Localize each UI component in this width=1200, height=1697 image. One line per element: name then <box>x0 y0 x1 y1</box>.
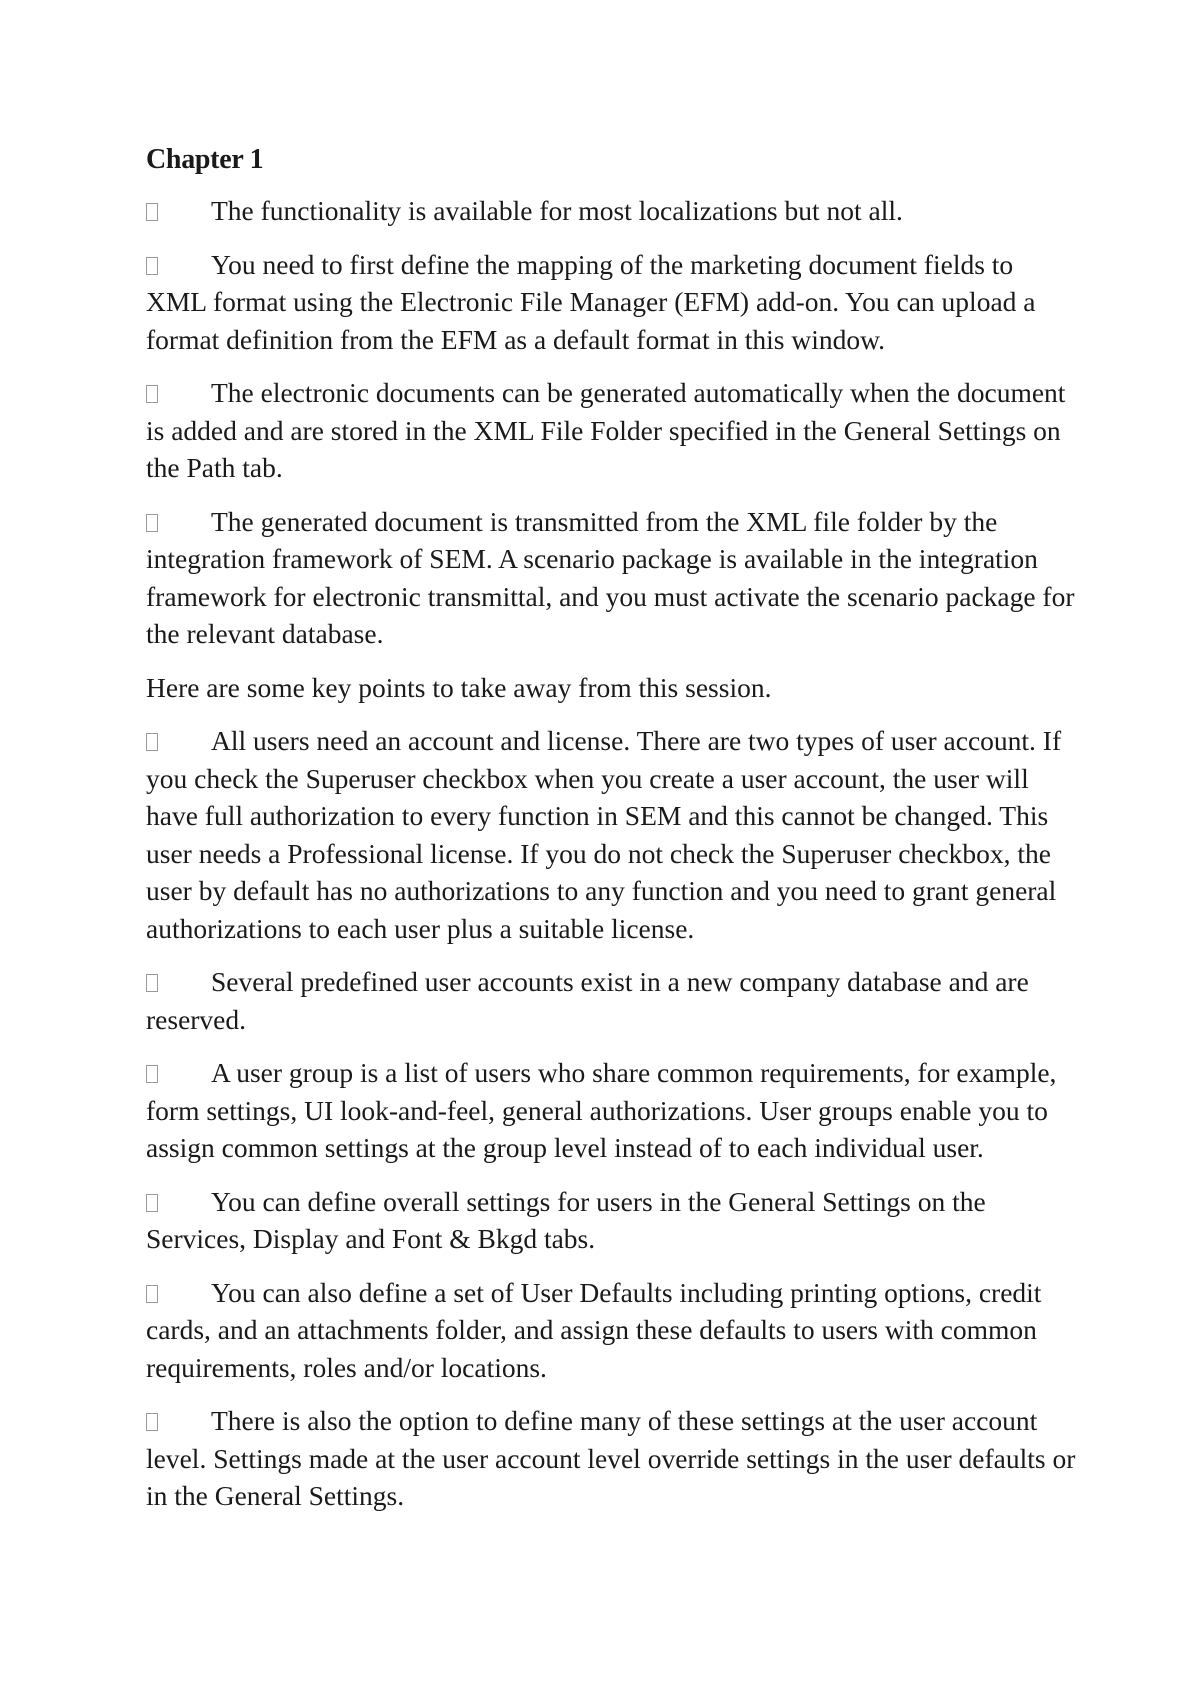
bullet-text: You need to first define the mapping of the marketing document fields to XML format using the Electronic File Manager (EFM) add-on. You can upload a format definition from the EFM as a default format in this window. <box>146 248 1036 355</box>
bullet-text: You can also define a set of User Defaults including printing options, credit cards, and an attachments folder, and assign these defaults to users with common requirements, roles and/or locations. <box>146 1276 1042 1383</box>
intro-text: Here are some key points to take away from this session. <box>146 671 772 703</box>
bullet-paragraph <box>146 1183 1076 1258</box>
bullet-paragraph <box>146 374 1076 487</box>
chapter-title: Chapter 1 <box>146 144 264 175</box>
bullet-text: There is also the option to define many of these settings at the user account level. Settings made at the user account level override settings in the user defaults or in the General Settings. <box>146 1405 1076 1511</box>
missing-glyph-box-icon <box>146 203 158 221</box>
bullet-paragraph <box>146 722 1076 947</box>
bullet-text: The generated document is transmitted from the XML file folder by the integration framework of SEM. A scenario package is available in the integration framework for electronic transmittal, and you must activate the scenario package for the relevant database. <box>146 505 1075 649</box>
missing-glyph-box-icon <box>146 514 158 532</box>
missing-glyph-box-icon <box>146 385 158 403</box>
missing-glyph-box-icon <box>146 1413 158 1431</box>
bullet-paragraph <box>146 1054 1076 1167</box>
missing-glyph-box-icon <box>146 733 158 751</box>
bullet-paragraph <box>146 1402 1076 1515</box>
bullet-paragraph <box>146 1274 1076 1387</box>
bullet-paragraph <box>146 192 1076 230</box>
missing-glyph-box-icon <box>146 1065 158 1083</box>
bullet-paragraph <box>146 963 1076 1038</box>
missing-glyph-box-icon <box>146 1285 158 1303</box>
missing-glyph-box-icon <box>146 257 158 275</box>
bullet-paragraph <box>146 503 1076 653</box>
bullet-text: The functionality is available for most localizations but not all. <box>211 195 903 226</box>
bullet-paragraph <box>146 246 1076 359</box>
bullet-text: You can define overall settings for users in the General Settings on the Services, Display and Font & Bkgd tabs. <box>146 1185 986 1254</box>
missing-glyph-box-icon <box>146 974 158 992</box>
bullet-text: A user group is a list of users who share common requirements, for example, form settings, UI look-and-feel, general authorizations. User groups enable you to assign common settings at the group level instead of to each individual user. <box>146 1057 1057 1163</box>
bullet-text: Several predefined user accounts exist in a new company database and are reserved. <box>146 966 1029 1035</box>
bullet-text: The electronic documents can be generated automatically when the document is added and are stored in the XML File Folder specified in the General Settings on the Path tab. <box>146 377 1066 483</box>
document-page <box>146 140 1076 1531</box>
bullet-text: All users need an account and license. There are two types of user account. If you check the Superuser checkbox when you create a user account, the user will have full authorization to every function in SEM and this cannot be changed. This user needs a Professional license. If you do not check the Superuser checkbox, the user by default has no authorizations to any function and you need to grant general authorizations to each user plus a suitable license. <box>146 725 1062 944</box>
missing-glyph-box-icon <box>146 1194 158 1212</box>
